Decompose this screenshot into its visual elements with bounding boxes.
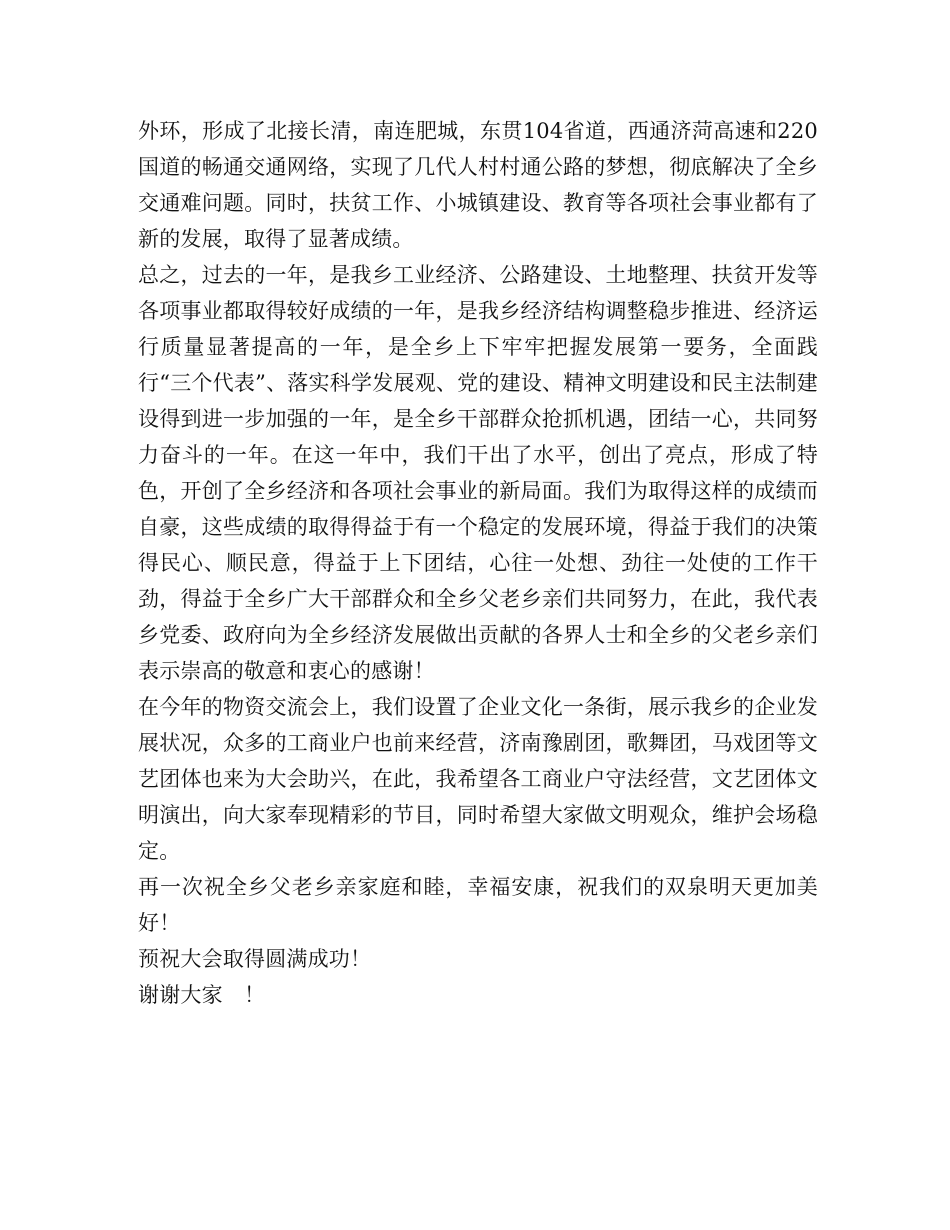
paragraph-wish-success: 预祝大会取得圆满成功！ <box>138 947 372 971</box>
paragraph-traffic-network: 外环，形成了北接长清，南连肥城，东贯104省道，西通济菏高速和220国道的畅通交通网络，实现了几代人村村通公路的梦想，彻底解决了全乡交通难问题。同时，扶贫工作、小城镇建设、教育等各项社会事业都有了新的发展，取得了显著成绩。 <box>138 119 818 251</box>
paragraph-annual-summary: 总之，过去的一年，是我乡工业经济、公路建设、土地整理、扶贫开发等各项事业都取得较好成绩的一年，是我乡经济结构调整稳步推进、经济运行质量显著提高的一年，是全乡上下牢牢把握发展第一要务，全面践行“三个代表”、落实科学发展观、党的建设、精神文明建设和民主法制建设得到进一步加强的一年，是全乡干部群众抢抓机遇，团结一心，共同努力奋斗的一年。在这一年中，我们干出了水平，创出了亮点，形成了特色，开创了全乡经济和各项社会事业的新局面。我们为取得这样的成绩而自豪，这些成绩的取得得益于有一个稳定的发展环境，得益于我们的决策得民心、顺民意，得益于上下团结，心往一处想、劲往一处使的工作干劲，得益于全乡广大干部群众和全乡父老乡亲们共同努力，在此，我代表乡党委、政府向为全乡经济发展做出贡献的各界人士和全乡的父老乡亲们表示崇高的敬意和衷心的感谢！ <box>138 263 818 683</box>
paragraph-thanks: 谢谢大家 ！ <box>138 983 266 1007</box>
paragraph-blessing: 再一次祝全乡父老乡亲家庭和睦，幸福安康，祝我们的双泉明天更加美好！ <box>138 875 818 935</box>
document-body <box>138 113 818 1013</box>
paragraph-trade-fair: 在今年的物资交流会上，我们设置了企业文化一条街，展示我乡的企业发展状况，众多的工商业户也前来经营，济南豫剧团，歌舞团，马戏团等文艺团体也来为大会助兴，在此，我希望各工商业户守法经营，文艺团体文明演出，向大家奉现精彩的节目，同时希望大家做文明观众，维护会场稳定。 <box>138 695 818 863</box>
